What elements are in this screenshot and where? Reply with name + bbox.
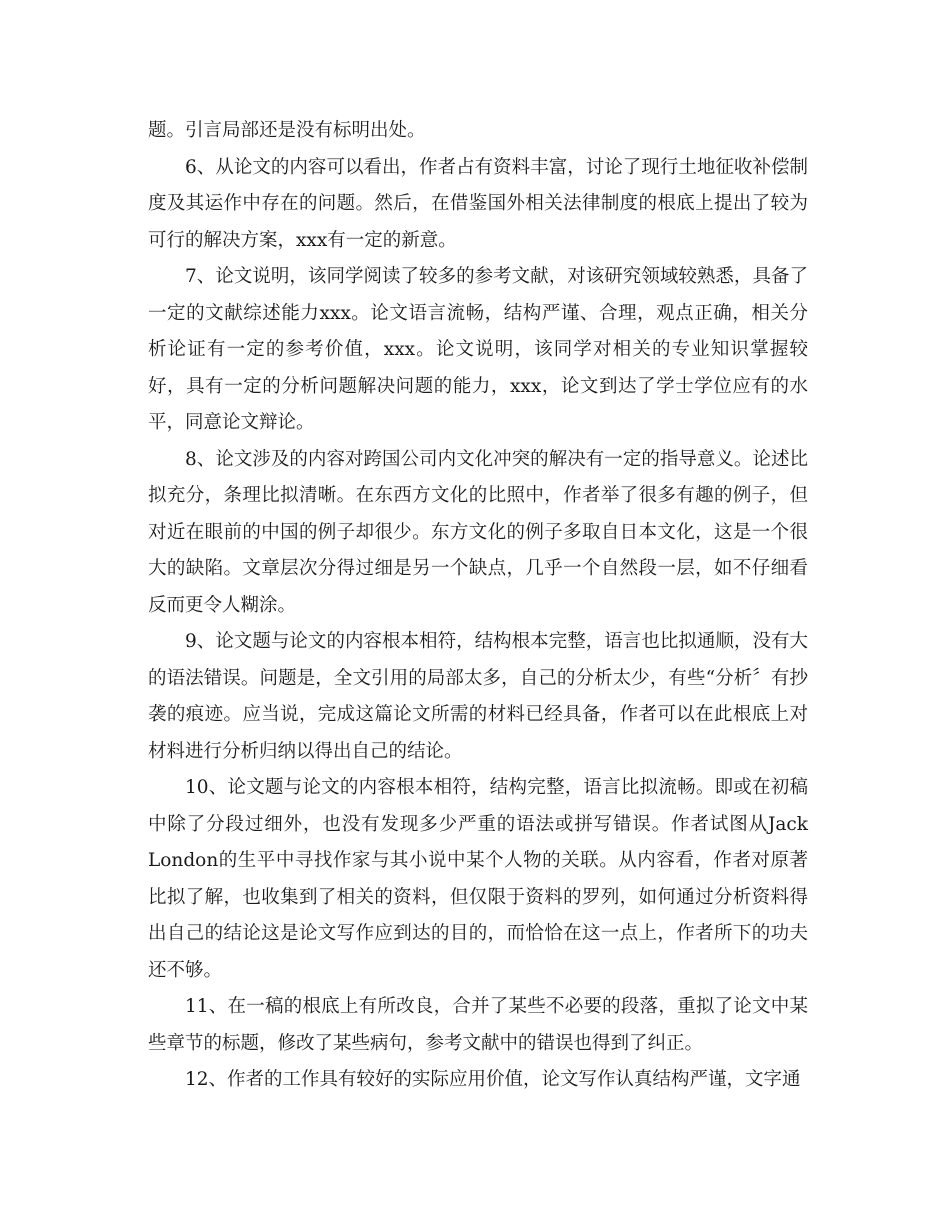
- paragraph-12: 12、作者的工作具有较好的实际应用价值，论文写作认真结构严谨，文字通: [185, 1069, 801, 1090]
- document-body: [148, 113, 808, 1099]
- paragraph-9: 9、论文题与论文的内容根本相符，结构根本完整，语言也比拟通顺，没有大的语法错误。问题是，全文引用的局部太多，自己的分析太少，有些“分析〞有抄袭的痕迹。应当说，完成这篇论文所需的材料已经具备，作者可以在此根底上对材料进行分析归纳以得出自己的结论。: [148, 631, 808, 762]
- paragraph-8: 8、论文涉及的内容对跨国公司内文化冲突的解决有一定的指导意义。论述比拟充分，条理比拟清晰。在东西方文化的比照中，作者举了很多有趣的例子，但对近在眼前的中国的例子却很少。东方文化的例子多取自日本文化，这是一个很大的缺陷。文章层次分得过细是另一个缺点，几乎一个自然段一层，如不仔细看反而更令人糊涂。: [148, 448, 808, 616]
- paragraph-continuation: 题。引言局部还是没有标明出处。: [148, 120, 426, 141]
- paragraph-10: 10、论文题与论文的内容根本相符，结构完整，语言比拟流畅。即或在初稿中除了分段过细外，也没有发现多少严重的语法或拼写错误。作者试图从Jack London的生平中寻找作家与其小说中某个人物的关联。从内容看，作者对原著比拟了解，也收集到了相关的资料，但仅限于资料的罗列，如何通过分析资料得出自己的结论这是论文写作应到达的目的，而恰恰在这一点上，作者所下的功夫还不够。: [148, 777, 808, 981]
- paragraph-11: 11、在一稿的根底上有所改良，合并了某些不必要的段落，重拟了论文中某些章节的标题，修改了某些病句，参考文献中的错误也得到了纠正。: [148, 996, 808, 1054]
- paragraph-6: 6、从论文的内容可以看出，作者占有资料丰富，讨论了现行土地征收补偿制度及其运作中存在的问题。然后，在借鉴国外相关法律制度的根底上提出了较为可行的解决方案，xxx有一定的新意。: [148, 156, 808, 251]
- paragraph-7: 7、论文说明，该同学阅读了较多的参考文献，对该研究领域较熟悉，具备了一定的文献综述能力xxx。论文语言流畅，结构严谨、合理，观点正确，相关分析论证有一定的参考价值，xxx。论文说明，该同学对相关的专业知识掌握较好，具有一定的分析问题解决问题的能力，xxx，论文到达了学士学位应有的水平，同意论文辩论。: [148, 266, 808, 433]
